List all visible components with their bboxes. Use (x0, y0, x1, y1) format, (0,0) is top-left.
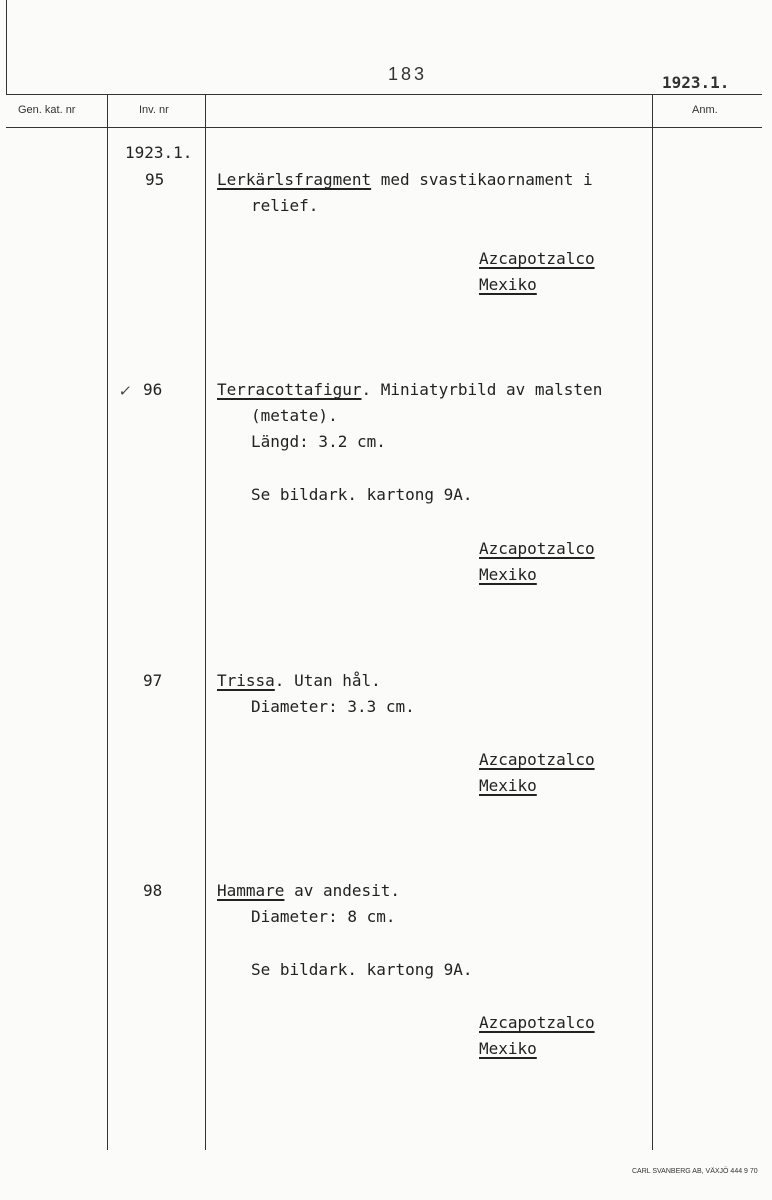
entry-98-title-line (217, 881, 400, 900)
entry-95-continuation: relief. (251, 196, 319, 215)
entry-97-measure: Diameter: 3.3 cm. (251, 697, 415, 716)
inv-number-95: 95 (145, 170, 165, 189)
inv-number-98: 98 (143, 881, 163, 900)
entry-98-title-rest: av andesit. (284, 881, 401, 900)
inv-number-96: 96 (143, 380, 163, 399)
entry-96-continuation: (metate). (251, 406, 338, 425)
column-divider-gen-inv (107, 94, 108, 1150)
entry-97-title: Trissa (217, 671, 275, 690)
entry-98-measure: Diameter: 8 cm. (251, 907, 396, 926)
entry-96-place: Azcapotzalco (479, 539, 595, 558)
entry-98-reference: Se bildark. kartong 9A. (251, 960, 473, 979)
entry-95-title-rest: med svastikaornament i (371, 170, 593, 189)
entry-96-country: Mexiko (479, 565, 537, 584)
entry-95-title: Lerkärlsfragment (217, 170, 372, 189)
series-number-header: 1923.1. (662, 73, 730, 92)
entry-96-reference: Se bildark. kartong 9A. (251, 485, 473, 504)
entry-98-title: Hammare (217, 881, 285, 900)
entry-96-title: Terracottafigur (217, 380, 362, 399)
entry-95-country: Mexiko (479, 275, 537, 294)
header-bottom-rule (6, 127, 762, 128)
series-prefix: 1923.1. (125, 143, 193, 162)
entry-97-title-line (217, 671, 381, 690)
column-header-inv-nr: Inv. nr (139, 104, 169, 116)
entry-98-country: Mexiko (479, 1039, 537, 1058)
entry-97-place: Azcapotzalco (479, 750, 595, 769)
entry-96-title-rest: . Miniatyrbild av malsten (361, 380, 603, 399)
page-number: 183 (388, 64, 428, 84)
check-mark: ✓ (117, 382, 134, 400)
column-divider-desc-anm (652, 94, 653, 1150)
column-divider-inv-desc (205, 94, 206, 1150)
left-margin-line (6, 0, 7, 95)
inv-number-97: 97 (143, 671, 163, 690)
column-header-gen-kat-nr: Gen. kat. nr (18, 104, 76, 116)
entry-95-place: Azcapotzalco (479, 249, 595, 268)
entry-98-place: Azcapotzalco (479, 1013, 595, 1032)
column-header-anm: Anm. (692, 104, 718, 116)
entry-95-title-line (217, 170, 593, 189)
entry-97-country: Mexiko (479, 776, 537, 795)
printer-mark: CARL SVANBERG AB, VÄXJÖ 444 9 70 (632, 1168, 758, 1175)
entry-96-title-line (217, 380, 602, 399)
header-top-rule (6, 94, 762, 95)
entry-97-title-rest: . Utan hål. (274, 671, 381, 690)
entry-96-measure: Längd: 3.2 cm. (251, 432, 386, 451)
